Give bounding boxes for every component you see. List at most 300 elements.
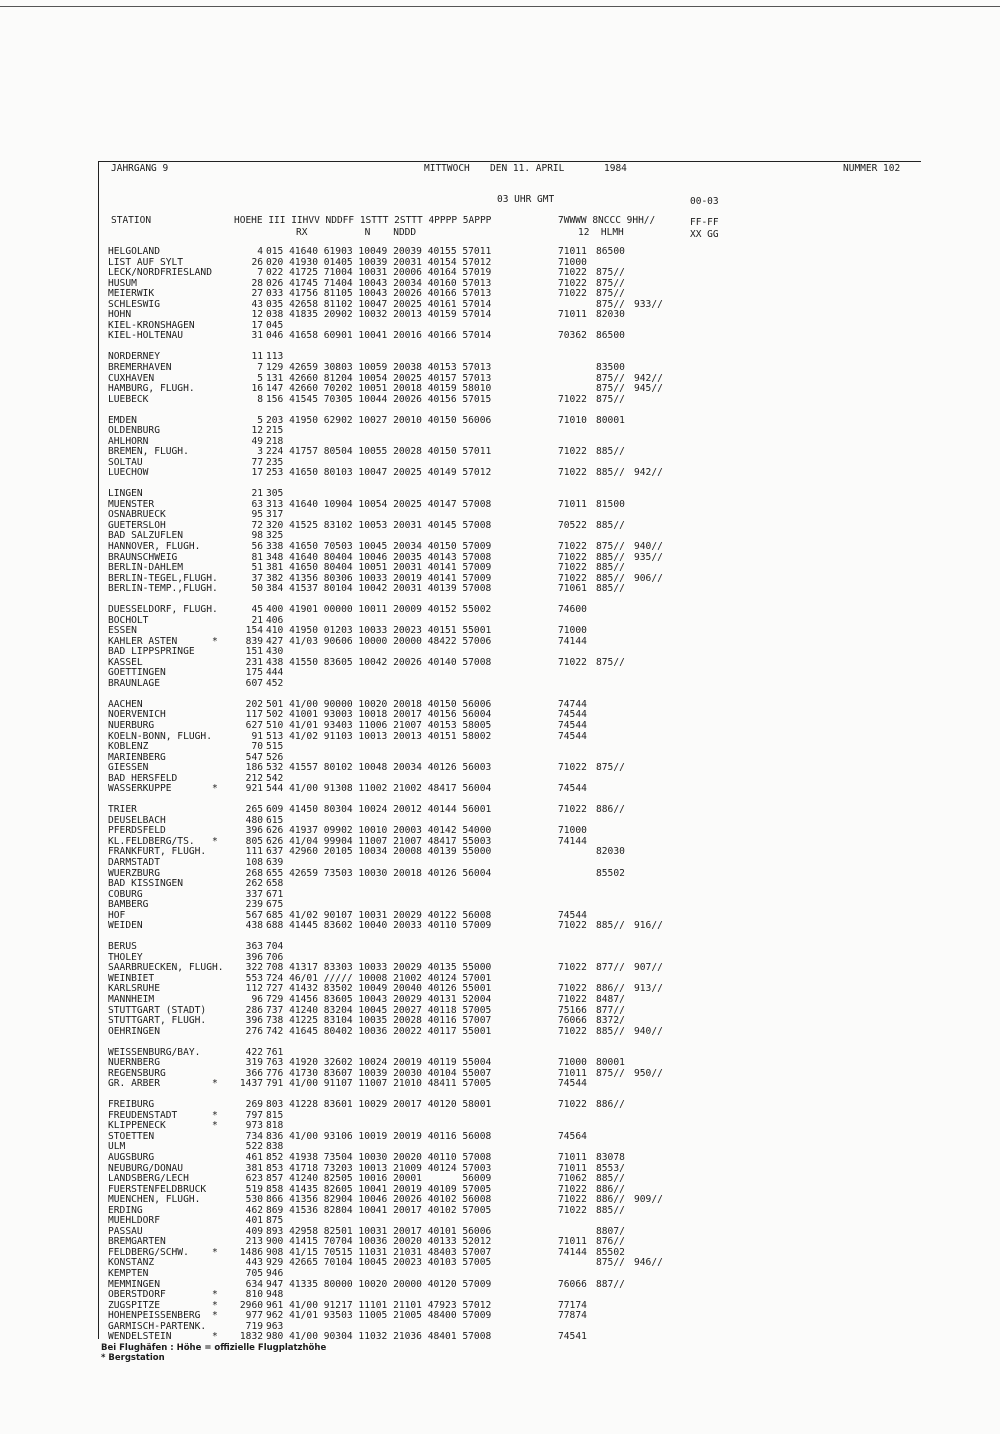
top-rule — [0, 6, 1000, 7]
nummer-label: NUMMER 102 — [843, 163, 901, 174]
height-value: 705 — [245, 1268, 263, 1279]
synop-groups: 215 — [266, 425, 284, 437]
synop-groups: 235 — [266, 456, 284, 468]
synop-groups: 382 41356 80306 10033 20019 40141 57009 — [266, 572, 492, 584]
synop-groups: 818 — [266, 1120, 284, 1132]
group-8: 885// — [596, 583, 625, 595]
weekday-label: MITTWOCH — [424, 163, 470, 174]
station-name: OLDENBURG — [108, 425, 160, 437]
station-name: BERLIN-TEGEL,FLUGH. — [108, 572, 218, 584]
height-value: 70 — [251, 741, 263, 753]
synop-groups: 305 — [266, 488, 284, 500]
station-name: LUECHOW — [108, 467, 149, 479]
station-name: SOLTAU — [108, 456, 143, 468]
group-8: 8807/ — [596, 1225, 625, 1237]
group-8: 877// — [596, 962, 625, 974]
station-name: BREMGARTEN — [108, 1236, 166, 1248]
group-9: 950// — [634, 1067, 663, 1079]
station-name: NUERBURG — [108, 720, 155, 731]
group-8: 885// — [596, 920, 625, 932]
synop-groups: 708 41317 83303 10033 20029 40135 55000 — [266, 962, 492, 974]
main-header-1: HOEHE III IIHVV NDDFF 1STTT 2STTT 4PPPP 5APPP — [234, 215, 492, 226]
station-name: PASSAU — [108, 1225, 143, 1237]
group-7: 74544 — [558, 730, 587, 742]
group-8: 875// — [596, 372, 625, 384]
synop-groups: 685 41/02 90107 10031 20029 40122 56008 — [266, 909, 492, 921]
height-value: 438 — [245, 920, 263, 932]
station-name: KL.FELDBERG/TS. — [108, 835, 195, 847]
height-value: 977 — [245, 1310, 263, 1322]
station-name: DUESSELDORF, FLUGH. — [108, 604, 218, 616]
height-value: 37 — [251, 572, 263, 584]
synop-groups: 803 41228 83601 10029 20017 40120 58001 — [266, 1099, 492, 1111]
station-name: BAMBERG — [108, 899, 149, 911]
group-9: 906// — [634, 572, 663, 584]
height-value: 719 — [245, 1320, 263, 1332]
group-8: 875// — [596, 762, 625, 774]
mountain-marker: * — [212, 1109, 218, 1121]
height-value: 363 — [245, 941, 263, 953]
synop-groups: 852 41938 73504 10030 20020 40110 57008 — [266, 1151, 492, 1163]
station-name: ULM — [108, 1141, 126, 1153]
mountain-marker: * — [212, 1289, 218, 1301]
group-8: 885// — [596, 446, 625, 458]
station-name: HOHN — [108, 309, 132, 321]
synop-groups: 947 41335 80000 10020 20000 40120 57009 — [266, 1278, 492, 1290]
station-name: LUEBECK — [108, 393, 149, 405]
group-7: 74544 — [558, 783, 587, 795]
height-value: 1832 — [239, 1331, 263, 1343]
height-value: 28 — [251, 277, 263, 289]
station-name: HELGOLAND — [108, 246, 160, 257]
synop-groups: 815 — [266, 1109, 284, 1121]
group-8: 8487/ — [596, 994, 625, 1005]
station-name: SCHLESWIG — [108, 298, 160, 310]
synop-groups: 542 — [266, 772, 284, 784]
group-7: 74144 — [558, 635, 587, 647]
group-8: 80001 — [596, 1057, 625, 1069]
station-name: HAMBURG, FLUGH. — [108, 383, 195, 394]
group-8: 886// — [596, 804, 625, 816]
group-7: 75166 — [558, 1004, 587, 1016]
height-value: 117 — [245, 709, 263, 721]
synop-groups: 615 — [266, 814, 284, 826]
height-value: 51 — [251, 562, 263, 573]
height-value: 634 — [245, 1278, 263, 1290]
synop-groups: 946 — [266, 1268, 284, 1279]
date-label: DEN 11. APRIL — [490, 163, 565, 174]
groups-header-1: 7WWWW 8NCCC 9HH// — [558, 215, 656, 226]
station-name: THOLEY — [108, 951, 143, 963]
station-name: WENDELSTEIN — [108, 1331, 172, 1343]
height-value: 50 — [251, 583, 263, 595]
synop-groups: 430 — [266, 646, 284, 658]
group-8: 85502 — [596, 1246, 625, 1258]
station-name: AHLHORN — [108, 435, 149, 447]
station-name: REGENSBURG — [108, 1067, 166, 1079]
synop-groups: 510 41/01 93403 11006 21007 40153 58005 — [266, 720, 492, 731]
height-value: 98 — [251, 530, 263, 542]
group-7: 71022 — [558, 920, 587, 932]
group-7: 71022 — [558, 267, 587, 279]
synop-groups: 015 41640 61903 10049 20039 40155 57011 — [266, 246, 492, 257]
group-8: 885// — [596, 562, 625, 573]
mountain-marker: * — [212, 1246, 218, 1258]
height-value: 202 — [245, 698, 263, 710]
jahrgang-label: JAHRGANG 9 — [111, 163, 169, 174]
group-7: 71022 — [558, 1025, 587, 1037]
station-name: FREIBURG — [108, 1099, 155, 1111]
station-name: HANNOVER, FLUGH. — [108, 541, 201, 552]
station-name: GARMISCH-PARTENK. — [108, 1320, 207, 1332]
synop-groups: 038 41835 20902 10032 20013 40159 57014 — [266, 309, 492, 321]
height-value: 63 — [251, 498, 263, 510]
synop-groups: 224 41757 80504 10055 20028 40150 57011 — [266, 446, 492, 458]
group-7: 71022 — [558, 983, 587, 995]
group-8: 885// — [596, 1173, 625, 1184]
group-8: 86500 — [596, 330, 625, 342]
group-7: 74600 — [558, 604, 587, 616]
synop-groups: 791 41/00 91107 11007 21010 48411 57005 — [266, 1078, 492, 1090]
group-8: 8553/ — [596, 1162, 625, 1174]
station-name: KAHLER ASTEN — [108, 635, 178, 647]
synop-groups: 035 42658 81102 10047 20025 40161 57014 — [266, 298, 492, 310]
station-name: KIEL-KRONSHAGEN — [108, 319, 195, 331]
group-7: 71000 — [558, 256, 587, 268]
synop-groups: 869 41536 82804 10041 20017 40102 57005 — [266, 1204, 492, 1216]
time-label: 03 UHR GMT — [497, 194, 555, 205]
footnote-mountain: * Bergstation — [101, 1353, 165, 1363]
height-value: 186 — [245, 762, 263, 774]
synop-groups: 724 46/01 ///// 10008 21002 40124 57001 — [266, 972, 492, 984]
station-name: MEMMINGEN — [108, 1278, 160, 1290]
group-9: 935// — [634, 551, 663, 563]
synop-groups: 727 41432 83502 10049 20040 40126 55001 — [266, 983, 492, 995]
group-8: 81500 — [596, 498, 625, 510]
group-8: 82030 — [596, 846, 625, 858]
height-value: 26 — [251, 256, 263, 268]
group-8: 886// — [596, 1194, 625, 1206]
height-value: 366 — [245, 1067, 263, 1079]
height-value: 213 — [245, 1236, 263, 1248]
group-8: 83500 — [596, 361, 625, 373]
group-7: 71022 — [558, 541, 587, 552]
footnote-airport: Bei Flughäfen : Höhe = offizielle Flugplatzhöhe — [101, 1343, 327, 1353]
group-7: 71011 — [558, 309, 587, 321]
group-8: 875// — [596, 541, 625, 552]
height-value: 17 — [251, 319, 263, 331]
synop-groups: 410 41950 01203 10033 20023 40151 55001 — [266, 625, 492, 637]
synop-groups: 763 41920 32602 10024 20019 40119 55004 — [266, 1057, 492, 1069]
synop-groups: 866 41356 82904 10046 20026 40102 56008 — [266, 1194, 492, 1206]
height-value: 96 — [251, 994, 263, 1005]
height-value: 268 — [245, 867, 263, 879]
group-7: 71011 — [558, 1236, 587, 1248]
height-value: 91 — [251, 730, 263, 742]
station-name: FREUDENSTADT — [108, 1109, 178, 1121]
station-name: KONSTANZ — [108, 1257, 155, 1269]
synop-groups: 908 41/15 70515 11031 21031 48403 57007 — [266, 1246, 492, 1258]
group-7: 71022 — [558, 572, 587, 584]
group-8: 875// — [596, 277, 625, 289]
group-8: 886// — [596, 1183, 625, 1195]
synop-groups: 742 41645 80402 10036 20022 40117 55001 — [266, 1025, 492, 1037]
station-name: WEINBIET — [108, 972, 155, 984]
height-value: 396 — [245, 825, 263, 837]
group-7: 71011 — [558, 1067, 587, 1079]
height-value: 396 — [245, 951, 263, 963]
station-name: EMDEN — [108, 414, 137, 426]
station-name: KEMPTEN — [108, 1268, 149, 1279]
height-value: 839 — [245, 635, 263, 647]
synop-groups: 706 — [266, 951, 284, 963]
synop-groups: 026 41745 71404 10043 20034 40160 57013 — [266, 277, 492, 289]
group-8: 8372/ — [596, 1015, 625, 1027]
height-value: 547 — [245, 751, 263, 763]
station-name: WUERZBURG — [108, 867, 160, 879]
station-name: ESSEN — [108, 625, 137, 637]
synop-groups: 637 42960 20105 10034 20008 40139 55000 — [266, 846, 492, 858]
height-value: 522 — [245, 1141, 263, 1153]
synop-groups: 045 — [266, 319, 284, 331]
station-name: WEISSENBURG/BAY. — [108, 1046, 201, 1058]
group-9: 916// — [634, 920, 663, 932]
synop-groups: 761 — [266, 1046, 284, 1058]
group-8: 875// — [596, 656, 625, 668]
code-right-label: 00-03 — [690, 196, 719, 207]
group-9: 933// — [634, 298, 663, 310]
station-name: DEUSELBACH — [108, 814, 166, 826]
group-7: 74544 — [558, 720, 587, 731]
height-value: 409 — [245, 1225, 263, 1237]
height-value: 12 — [251, 425, 263, 437]
station-name: OSNABRUECK — [108, 509, 166, 521]
synop-groups: 325 — [266, 530, 284, 542]
station-name: MARIENBERG — [108, 751, 166, 763]
group-7: 71022 — [558, 277, 587, 289]
synop-groups: 655 42659 73503 10030 20018 40126 56004 — [266, 867, 492, 879]
group-7: 77174 — [558, 1299, 587, 1311]
height-value: 286 — [245, 1004, 263, 1016]
station-name: BERLIN-DAHLEM — [108, 562, 184, 573]
station-name: BAD KISSINGEN — [108, 878, 184, 890]
synop-groups: 203 41950 62902 10027 20010 40150 56006 — [266, 414, 492, 426]
group-7: 71022 — [558, 551, 587, 563]
height-value: 530 — [245, 1194, 263, 1206]
station-name: KARLSRUHE — [108, 983, 160, 995]
synop-groups: 320 41525 83102 10053 20031 40145 57008 — [266, 519, 492, 531]
station-name: HUSUM — [108, 277, 137, 289]
station-name: PFERDSFELD — [108, 825, 166, 837]
synop-groups: 929 42665 70104 10045 20023 40103 57005 — [266, 1257, 492, 1269]
group-8: 875// — [596, 288, 625, 300]
mountain-marker: * — [212, 635, 218, 647]
right-header-2: XX GG — [690, 229, 719, 240]
height-value: 239 — [245, 899, 263, 911]
group-9: 907// — [634, 962, 663, 974]
group-7: 71022 — [558, 762, 587, 774]
station-name: HOHENPEISSENBERG — [108, 1310, 201, 1322]
height-value: 567 — [245, 909, 263, 921]
synop-groups: 253 41650 80103 10047 20025 40149 57012 — [266, 467, 492, 479]
synop-groups: 501 41/00 90000 10020 20018 40150 56006 — [266, 698, 492, 710]
height-value: 31 — [251, 330, 263, 342]
synop-groups: 400 41901 00000 10011 20009 40152 55002 — [266, 604, 492, 616]
group-8: 885// — [596, 519, 625, 531]
height-value: 151 — [245, 646, 263, 658]
synop-groups: 113 — [266, 351, 284, 363]
station-name: BERLIN-TEMP.,FLUGH. — [108, 583, 218, 595]
group-7: 71011 — [558, 1162, 587, 1174]
synop-groups: 406 — [266, 614, 284, 626]
height-value: 265 — [245, 804, 263, 816]
synop-groups: 317 — [266, 509, 284, 521]
height-value: 519 — [245, 1183, 263, 1195]
station-name: ZUGSPITZE — [108, 1299, 160, 1311]
group-7: 71022 — [558, 1204, 587, 1216]
synop-groups: 626 41937 09902 10010 20003 40142 54000 — [266, 825, 492, 837]
height-value: 2960 — [239, 1299, 263, 1311]
height-value: 111 — [245, 846, 263, 858]
group-7: 71022 — [558, 1183, 587, 1195]
group-7: 74564 — [558, 1130, 587, 1142]
height-value: 49 — [251, 435, 263, 447]
synop-groups: 963 — [266, 1320, 284, 1332]
group-8: 875// — [596, 393, 625, 405]
synop-groups: 384 41537 80104 10042 20031 40139 57008 — [266, 583, 492, 595]
height-value: 921 — [245, 783, 263, 795]
group-7: 74144 — [558, 835, 587, 847]
synop-groups: 737 41240 83204 10045 20027 40118 57005 — [266, 1004, 492, 1016]
group-8: 885// — [596, 572, 625, 584]
group-7: 74544 — [558, 709, 587, 721]
height-value: 810 — [245, 1289, 263, 1301]
group-7: 76066 — [558, 1015, 587, 1027]
station-name: KIEL-HOLTENAU — [108, 330, 184, 342]
synop-groups: 961 41/00 91217 11101 21101 47923 57012 — [266, 1299, 492, 1311]
height-value: 72 — [251, 519, 263, 531]
height-value: 607 — [245, 677, 263, 689]
synop-groups: 639 — [266, 857, 284, 868]
station-name: STUTTGART, FLUGH. — [108, 1015, 207, 1027]
height-value: 5 — [257, 372, 263, 384]
height-value: 45 — [251, 604, 263, 616]
height-value: 276 — [245, 1025, 263, 1037]
group-8: 875// — [596, 383, 625, 394]
height-value: 1486 — [239, 1246, 263, 1258]
synop-groups: 738 41225 83104 10035 20028 40116 57007 — [266, 1015, 492, 1027]
station-name: HOF — [108, 909, 126, 921]
mountain-marker: * — [212, 1331, 218, 1343]
synop-groups: 658 — [266, 878, 284, 890]
synop-groups: 526 — [266, 751, 284, 763]
station-name: AACHEN — [108, 698, 143, 710]
group-8: 875// — [596, 298, 625, 310]
station-name: TRIER — [108, 804, 137, 816]
height-value: 322 — [245, 962, 263, 974]
station-name: GR. ARBER — [108, 1078, 160, 1090]
synop-groups: 156 41545 70305 10044 20026 40156 57015 — [266, 393, 492, 405]
station-name: BRAUNSCHWEIG — [108, 551, 178, 563]
height-value: 553 — [245, 972, 263, 984]
synop-groups: 348 41640 80404 10046 20035 40143 57008 — [266, 551, 492, 563]
group-8: 875// — [596, 1257, 625, 1269]
height-value: 12 — [251, 309, 263, 321]
station-name: MUEHLDORF — [108, 1215, 160, 1227]
station-name: WASSERKUPPE — [108, 783, 172, 795]
group-7: 74544 — [558, 1078, 587, 1090]
height-value: 627 — [245, 720, 263, 731]
group-8: 885// — [596, 1025, 625, 1037]
station-name: WEIDEN — [108, 920, 143, 932]
group-7: 71022 — [558, 994, 587, 1005]
height-value: 16 — [251, 383, 263, 394]
group-9: 913// — [634, 983, 663, 995]
station-name: KASSEL — [108, 656, 143, 668]
synop-groups: 544 41/00 91308 11002 21002 48417 56004 — [266, 783, 492, 795]
group-9: 942// — [634, 467, 663, 479]
synop-groups: 980 41/00 90304 11032 21036 48401 57008 — [266, 1331, 492, 1343]
height-value: 462 — [245, 1204, 263, 1216]
height-value: 108 — [245, 857, 263, 868]
synop-groups: 893 42958 82501 10031 20017 40101 56006 — [266, 1225, 492, 1237]
station-name: COBURG — [108, 888, 143, 900]
height-value: 337 — [245, 888, 263, 900]
height-value: 443 — [245, 1257, 263, 1269]
station-name: BERUS — [108, 941, 137, 953]
height-value: 11 — [251, 351, 263, 363]
group-7: 71011 — [558, 498, 587, 510]
synop-groups: 313 41640 10904 10054 20025 40147 57008 — [266, 498, 492, 510]
station-name: BAD LIPPSPRINGE — [108, 646, 195, 658]
group-7: 71011 — [558, 1151, 587, 1163]
height-value: 43 — [251, 298, 263, 310]
height-value: 5 — [257, 414, 263, 426]
group-7: 77874 — [558, 1310, 587, 1322]
height-value: 623 — [245, 1173, 263, 1184]
height-value: 212 — [245, 772, 263, 784]
group-7: 74541 — [558, 1331, 587, 1343]
station-name: LECK/NORDFRIESLAND — [108, 267, 212, 279]
group-8: 877// — [596, 1004, 625, 1016]
synop-groups: 444 — [266, 667, 284, 679]
synop-groups: 704 — [266, 941, 284, 953]
height-value: 480 — [245, 814, 263, 826]
group-7: 76066 — [558, 1278, 587, 1290]
group-7: 71022 — [558, 562, 587, 573]
synop-groups: 900 41415 70704 10036 20020 40133 52012 — [266, 1236, 492, 1248]
station-name: DARMSTADT — [108, 857, 160, 868]
station-name: GOETTINGEN — [108, 667, 166, 679]
group-9: 946// — [634, 1257, 663, 1269]
group-8: 875// — [596, 267, 625, 279]
station-name: AUGSBURG — [108, 1151, 155, 1163]
station-name: MEIERWIK — [108, 288, 155, 300]
synop-groups: 218 — [266, 435, 284, 447]
group-9: 942// — [634, 372, 663, 384]
height-value: 27 — [251, 288, 263, 300]
main-header-2: RX N NDDD — [296, 227, 417, 238]
synop-groups: 838 — [266, 1141, 284, 1153]
mountain-marker: * — [212, 783, 218, 795]
group-9: 940// — [634, 1025, 663, 1037]
year-label: 1984 — [604, 163, 627, 174]
height-value: 381 — [245, 1162, 263, 1174]
height-value: 21 — [251, 614, 263, 626]
height-value: 77 — [251, 456, 263, 468]
synop-groups: 858 41435 82605 10041 20019 40109 57005 — [266, 1183, 492, 1195]
group-8: 876// — [596, 1236, 625, 1248]
